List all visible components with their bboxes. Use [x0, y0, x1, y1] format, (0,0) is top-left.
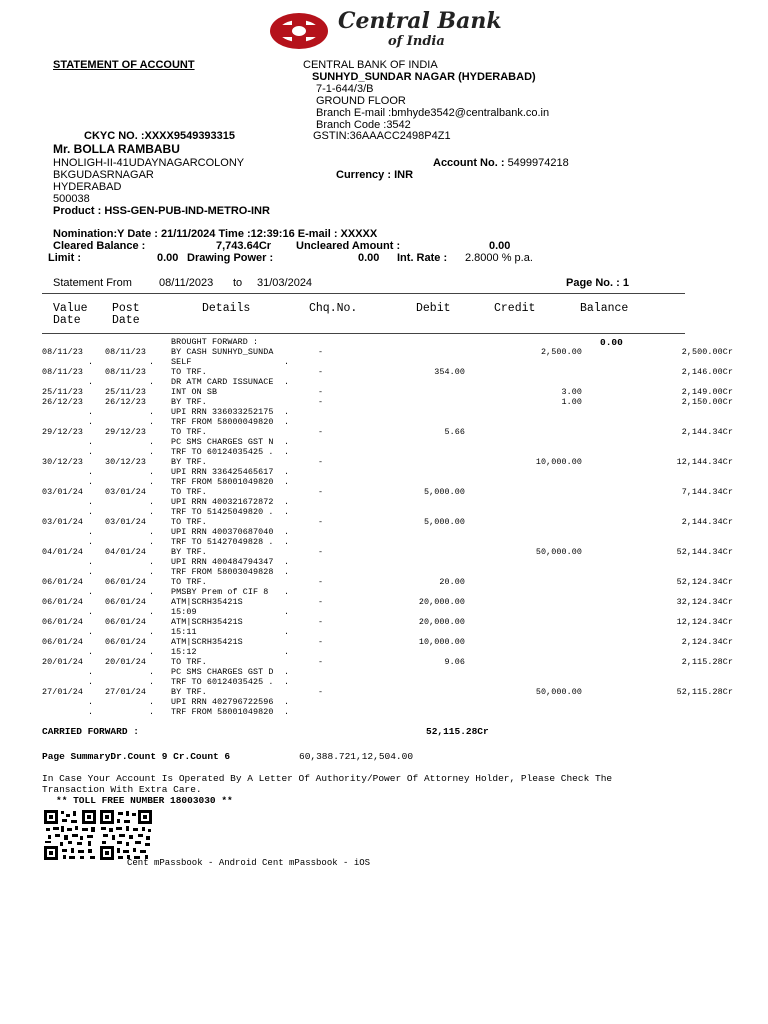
carried-forward-label: CARRIED FORWARD : [42, 726, 139, 737]
post-date: 04/01/24 [105, 547, 147, 557]
details-line-1: ATM|SCRH35421S [171, 617, 243, 627]
details-line-1: ATM|SCRH35421S [171, 637, 243, 647]
details-line-2: DR ATM CARD ISSUNACE [171, 377, 274, 387]
row-dot: . [149, 377, 155, 387]
row-dot: . [149, 557, 155, 567]
cleared-balance-value: 7,743.64Cr [216, 240, 272, 252]
row-dot: . [284, 667, 290, 677]
col-credit: Credit [494, 302, 536, 315]
row-dot: . [88, 697, 94, 707]
value-date: 29/12/23 [42, 427, 84, 437]
row-dot: . [88, 607, 94, 617]
debit-amount: 5,000.00 [423, 517, 465, 527]
row-dot: . [284, 627, 290, 637]
details-line-1: BY CASH SUNHYD_SUNDA [171, 347, 274, 357]
ios-qr-code-icon[interactable] [100, 810, 152, 860]
details-line-3: TRF FROM 58000049820 [171, 417, 274, 427]
cheque-number: - [318, 397, 324, 407]
row-dot: . [88, 357, 94, 367]
details-line-1: TO TRF. [171, 487, 207, 497]
android-qr-code-icon[interactable] [44, 810, 96, 860]
drawing-power-label: Drawing Power : [187, 252, 274, 264]
branch-address-2: GROUND FLOOR [316, 95, 406, 107]
post-date: 30/12/23 [105, 457, 147, 467]
row-dot: . [149, 447, 155, 457]
cheque-number: - [318, 577, 324, 587]
row-dot: . [149, 507, 155, 517]
post-date: 26/12/23 [105, 397, 147, 407]
row-dot: . [88, 537, 94, 547]
row-dot: . [149, 357, 155, 367]
details-line-3: TRF FROM 58001049820 [171, 707, 274, 717]
row-dot: . [149, 587, 155, 597]
credit-amount: 10,000.00 [535, 457, 582, 467]
details-line-2: PC SMS CHARGES GST N [171, 437, 274, 447]
details-line-3: TRF TO 60124035425 . [171, 677, 274, 687]
post-date: 06/01/24 [105, 637, 147, 647]
balance-amount: 32,124.34Cr [676, 597, 733, 607]
customer-name: Mr. BOLLA RAMBABU [53, 142, 180, 156]
col-debit: Debit [416, 302, 451, 315]
product: Product : HSS-GEN-PUB-IND-METRO-INR [53, 205, 270, 217]
details-line-3: TRF TO 51425049820 . [171, 507, 274, 517]
row-dot: . [149, 437, 155, 447]
cheque-number: - [318, 457, 324, 467]
row-dot: . [149, 677, 155, 687]
cheque-number: - [318, 347, 324, 357]
credit-amount: 50,000.00 [535, 547, 582, 557]
page-number: Page No. : 1 [566, 277, 629, 289]
row-dot: . [149, 707, 155, 717]
uncleared-amount-value: 0.00 [489, 240, 511, 252]
value-date: 08/11/23 [42, 347, 84, 357]
row-dot: . [284, 677, 290, 687]
col-value-date: Value [53, 302, 88, 315]
row-dot: . [149, 527, 155, 537]
row-dot: . [149, 407, 155, 417]
details-line-2: UPI RRN 400484794347 [171, 557, 274, 567]
details-line-1: TO TRF. [171, 657, 207, 667]
debit-amount: 9.06 [444, 657, 465, 667]
col-post-date-2: Date [112, 314, 140, 327]
details-line-2: SELF [171, 357, 192, 367]
branch-address-1: 7-1-644/3/B [316, 83, 374, 95]
row-dot: . [284, 447, 290, 457]
cheque-number: - [318, 487, 324, 497]
limit-label: Limit : [48, 252, 81, 264]
post-date: 06/01/24 [105, 617, 147, 627]
cheque-number: - [318, 427, 324, 437]
details-line-2: PC SMS CHARGES GST D [171, 667, 274, 677]
interest-rate-label: Int. Rate : [397, 252, 448, 264]
value-date: 06/01/24 [42, 637, 84, 647]
row-dot: . [284, 467, 290, 477]
post-date: 03/01/24 [105, 487, 147, 497]
balance-amount: 12,144.34Cr [676, 457, 733, 467]
credit-amount: 1.00 [561, 397, 582, 407]
details-line-3: TRF TO 51427049828 . [171, 537, 274, 547]
balance-amount: 2,124.34Cr [681, 637, 733, 647]
row-dot: . [284, 357, 290, 367]
row-dot: . [88, 567, 94, 577]
row-dot: . [284, 557, 290, 567]
debit-amount: 10,000.00 [418, 637, 465, 647]
statement-to-word: to [233, 277, 243, 289]
col-details: Details [202, 302, 251, 315]
details-line-3: TRF FROM 58003049828 [171, 567, 274, 577]
balance-amount: 7,144.34Cr [681, 487, 733, 497]
row-dot: . [88, 447, 94, 457]
logo-text-1: Central Bank [338, 8, 502, 34]
details-line-2: UPI RRN 402796722596 [171, 697, 274, 707]
row-dot: . [284, 507, 290, 517]
value-date: 08/11/23 [42, 367, 84, 377]
details-line-1: BY TRF. [171, 687, 207, 697]
details-line-2: UPI RRN 336425465617 [171, 467, 274, 477]
details-line-1: INT ON SB [171, 387, 218, 397]
post-date: 20/01/24 [105, 657, 147, 667]
row-dot: . [88, 667, 94, 677]
drawing-power-value: 0.00 [358, 252, 380, 264]
details-line-1: BY TRF. [171, 457, 207, 467]
cheque-number: - [318, 517, 324, 527]
page-summary-label: Page SummaryDr.Count 9 Cr.Count 6 [42, 751, 231, 762]
row-dot: . [149, 467, 155, 477]
value-date: 25/11/23 [42, 387, 84, 397]
cheque-number: - [318, 367, 324, 377]
statement-to-date: 31/03/2024 [257, 277, 313, 289]
col-post-date: Post [112, 302, 140, 315]
account-number: Account No. : 5499974218 [433, 157, 569, 169]
details-line-3: TRF FROM 58001049820 [171, 477, 274, 487]
balance-amount: 52,115.28Cr [676, 687, 733, 697]
debit-amount: 354.00 [434, 367, 465, 377]
bank-name: CENTRAL BANK OF INDIA [303, 59, 438, 71]
value-date: 27/01/24 [42, 687, 84, 697]
details-line-2: UPI RRN 400321672872 [171, 497, 274, 507]
debit-amount: 20.00 [439, 577, 465, 587]
cheque-number: - [318, 547, 324, 557]
credit-amount: 3.00 [561, 387, 582, 397]
notice-line-1: In Case Your Account Is Operated By A Letter Of Authority/Power Of Attorney Holder, Please Check The [42, 773, 613, 784]
logo-text-2: of India [388, 34, 445, 49]
details-line-1: TO TRF. [171, 577, 207, 587]
row-dot: . [88, 407, 94, 417]
nomination-line: Nomination:Y Date : 21/11/2024 Time :12:39:16 E-mail : XXXXX [53, 228, 378, 240]
ckyc-number: CKYC NO. :XXXX9549393315 [84, 130, 236, 142]
branch-code: Branch Code :3542 [316, 119, 411, 131]
credit-amount: 2,500.00 [540, 347, 582, 357]
balance-amount: 52,124.34Cr [676, 577, 733, 587]
row-dot: . [88, 707, 94, 717]
row-dot: . [284, 707, 290, 717]
row-dot: . [284, 417, 290, 427]
row-dot: . [284, 437, 290, 447]
row-dot: . [149, 477, 155, 487]
page-summary-values: 60,388.721,12,504.00 [299, 751, 414, 762]
details-line-1: TO TRF. [171, 367, 207, 377]
row-dot: . [284, 537, 290, 547]
col-cheque: Chq.No. [309, 302, 358, 315]
details-line-2: 15:12 [171, 647, 197, 657]
uncleared-amount-label: Uncleared Amount : [296, 240, 401, 252]
cheque-number: - [318, 617, 324, 627]
cheque-number: - [318, 637, 324, 647]
value-date: 30/12/23 [42, 457, 84, 467]
row-dot: . [88, 627, 94, 637]
balance-amount: 2,146.00Cr [681, 367, 733, 377]
interest-rate-value: 2.8000 % p.a. [465, 252, 533, 264]
debit-amount: 20,000.00 [418, 617, 465, 627]
brought-forward-value: 0.00 [600, 337, 623, 348]
statement-from-date: 08/11/2023 [159, 277, 214, 289]
row-dot: . [88, 377, 94, 387]
balance-amount: 2,144.34Cr [681, 427, 733, 437]
row-dot: . [88, 467, 94, 477]
cheque-number: - [318, 597, 324, 607]
balance-amount: 12,124.34Cr [676, 617, 733, 627]
gstin: GSTIN:36AAACC2498P4Z1 [313, 130, 451, 142]
post-date: 08/11/23 [105, 347, 147, 357]
row-dot: . [284, 497, 290, 507]
branch-email: Branch E-mail :bmhyde3542@centralbank.co.in [316, 107, 550, 119]
row-dot: . [88, 507, 94, 517]
balance-amount: 2,149.00Cr [681, 387, 733, 397]
value-date: 04/01/24 [42, 547, 84, 557]
post-date: 29/12/23 [105, 427, 147, 437]
row-dot: . [284, 477, 290, 487]
statement-from-label: Statement From [53, 277, 132, 289]
details-line-1: ATM|SCRH35421S [171, 597, 243, 607]
details-line-2: UPI RRN 336033252175 [171, 407, 274, 417]
post-date: 06/01/24 [105, 597, 147, 607]
post-date: 27/01/24 [105, 687, 147, 697]
row-dot: . [88, 557, 94, 567]
account-number-value: 5499974218 [507, 157, 569, 169]
value-date: 03/01/24 [42, 517, 84, 527]
row-dot: . [284, 697, 290, 707]
details-line-2: PMSBY Prem of CIF 8 [171, 587, 269, 597]
debit-amount: 20,000.00 [418, 597, 465, 607]
row-dot: . [284, 377, 290, 387]
debit-amount: 5,000.00 [423, 487, 465, 497]
qr-caption: Cent mPassbook - Android Cent mPassbook - iOS [127, 858, 371, 868]
customer-address-1: HNOLIGH-II-41UDAYNAGARCOLONY [53, 157, 245, 169]
cheque-number: - [318, 687, 324, 697]
post-date: 06/01/24 [105, 577, 147, 587]
value-date: 06/01/24 [42, 577, 84, 587]
row-dot: . [284, 647, 290, 657]
details-line-2: 15:11 [171, 627, 197, 637]
details-line-2: UPI RRN 400370687040 [171, 527, 274, 537]
value-date: 20/01/24 [42, 657, 84, 667]
value-date: 06/01/24 [42, 617, 84, 627]
post-date: 03/01/24 [105, 517, 147, 527]
row-dot: . [149, 497, 155, 507]
row-dot: . [88, 527, 94, 537]
balance-amount: 2,150.00Cr [681, 397, 733, 407]
toll-free-number: ** TOLL FREE NUMBER 18003030 ** [56, 795, 233, 806]
row-dot: . [149, 627, 155, 637]
cheque-number: - [318, 657, 324, 667]
details-line-3: TRF TO 60124035425 . [171, 447, 274, 457]
post-date: 25/11/23 [105, 387, 147, 397]
cleared-balance-label: Cleared Balance : [53, 240, 146, 252]
row-dot: . [149, 697, 155, 707]
value-date: 03/01/24 [42, 487, 84, 497]
customer-pin: 500038 [53, 193, 90, 205]
details-line-1: BY TRF. [171, 547, 207, 557]
row-dot: . [284, 407, 290, 417]
value-date: 26/12/23 [42, 397, 84, 407]
row-dot: . [149, 647, 155, 657]
brought-forward-label: BROUGHT FORWARD : [171, 337, 259, 347]
row-dot: . [284, 567, 290, 577]
row-dot: . [88, 417, 94, 427]
balance-amount: 2,144.34Cr [681, 517, 733, 527]
debit-amount: 5.66 [444, 427, 465, 437]
row-dot: . [149, 667, 155, 677]
balance-amount: 52,144.34Cr [676, 547, 733, 557]
col-balance: Balance [580, 302, 629, 315]
row-dot: . [149, 537, 155, 547]
row-dot: . [88, 497, 94, 507]
credit-amount: 50,000.00 [535, 687, 582, 697]
details-line-1: TO TRF. [171, 427, 207, 437]
limit-value: 0.00 [157, 252, 179, 264]
details-line-2: 15:09 [171, 607, 197, 617]
customer-address-2: BKGUDASRNAGAR [53, 169, 154, 181]
row-dot: . [88, 587, 94, 597]
value-date: 06/01/24 [42, 597, 84, 607]
details-line-1: BY TRF. [171, 397, 207, 407]
row-dot: . [149, 417, 155, 427]
row-dot: . [88, 437, 94, 447]
row-dot: . [284, 607, 290, 617]
row-dot: . [88, 477, 94, 487]
post-date: 08/11/23 [105, 367, 147, 377]
row-dot: . [149, 607, 155, 617]
branch-name: SUNHYD_SUNDAR NAGAR (HYDERABAD) [312, 71, 536, 83]
balance-amount: 2,115.28Cr [681, 657, 733, 667]
col-value-date-2: Date [53, 314, 81, 327]
currency: Currency : INR [336, 169, 414, 181]
row-dot: . [284, 587, 290, 597]
details-line-1: TO TRF. [171, 517, 207, 527]
row-dot: . [149, 567, 155, 577]
carried-forward-value: 52,115.28Cr [426, 726, 489, 737]
cheque-number: - [318, 387, 324, 397]
statement-title: STATEMENT OF ACCOUNT [53, 59, 195, 71]
balance-amount: 2,500.00Cr [681, 347, 733, 357]
row-dot: . [88, 677, 94, 687]
customer-city: HYDERABAD [53, 181, 122, 193]
notice-line-2: Transaction With Extra Care. [42, 784, 202, 795]
row-dot: . [88, 647, 94, 657]
row-dot: . [284, 527, 290, 537]
